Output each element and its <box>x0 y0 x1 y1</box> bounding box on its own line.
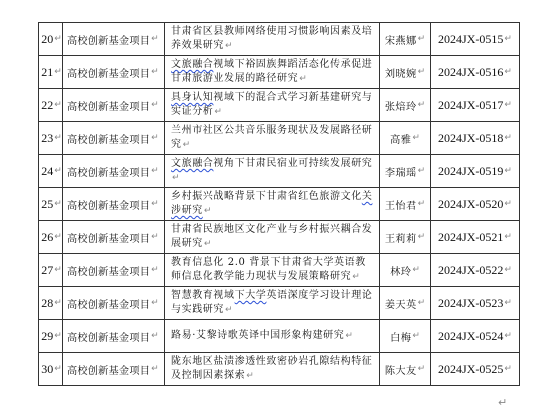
project-title-cell <box>165 23 380 56</box>
row-number-cell <box>39 56 63 89</box>
project-code-cell <box>431 122 520 155</box>
cell-end-mark: ↵ <box>504 364 512 374</box>
host-cell <box>380 188 431 221</box>
project-title-post: 甘肃省民族地区文化产业与乡村振兴耦合发展研究 <box>171 224 373 249</box>
host-cell <box>380 353 431 386</box>
host-name: 白梅 <box>390 332 412 344</box>
project-title-post: 教育信息化 2.0 背景下甘肃省大学英语教师信息化教学能力现状与发展策略研究 <box>171 257 366 282</box>
cell-end-mark: ↵ <box>54 133 62 143</box>
host-cell <box>380 56 431 89</box>
row-number-cell <box>39 221 63 254</box>
project-title-marked: 下大学 <box>234 290 267 301</box>
project-code: 2024JX-0520 <box>438 196 504 211</box>
host-name: 宋燕娜 <box>384 35 417 47</box>
cell-end-mark: ↵ <box>345 331 354 341</box>
row-number-cell <box>39 287 63 320</box>
row-number: 30 <box>41 361 54 376</box>
host-cell <box>380 89 431 122</box>
row-number: 24 <box>41 163 54 178</box>
project-type-cell <box>63 254 165 287</box>
project-title-marked: 文旅融合 <box>171 59 214 70</box>
cell-end-mark: ↵ <box>151 166 159 176</box>
project-code-cell <box>431 320 520 353</box>
cell-end-mark: ↵ <box>54 331 62 341</box>
cell-end-mark: ↵ <box>504 166 512 176</box>
project-type: 高校创新基金项目 <box>67 233 151 245</box>
project-code: 2024JX-0523 <box>438 295 504 310</box>
row-number: 29 <box>41 328 54 343</box>
cell-end-mark: ↵ <box>299 74 308 84</box>
project-type: 高校创新基金项目 <box>67 68 151 80</box>
host-cell <box>380 287 431 320</box>
row-number-cell <box>39 188 63 221</box>
cell-end-mark: ↵ <box>504 331 512 341</box>
host-name: 陈大友 <box>384 365 417 377</box>
project-code: 2024JX-0522 <box>438 262 504 277</box>
host-name: 张焙玲 <box>384 101 417 113</box>
project-title-post: 视域下裕固族舞蹈活态化传承促进甘肃旅游业发展的路径研究 <box>171 59 373 84</box>
cell-end-mark: ↵ <box>151 199 159 209</box>
project-title-cell <box>165 89 380 122</box>
cell-end-mark: ↵ <box>504 133 512 143</box>
row-number-cell <box>39 89 63 122</box>
table-row <box>39 188 520 221</box>
project-code: 2024JX-0524 <box>438 328 504 343</box>
project-title-post: 视域下的混合式学习新基建研究与实证分析 <box>171 92 373 117</box>
host-cell <box>380 254 431 287</box>
cell-end-mark: ↵ <box>225 41 234 51</box>
project-type-cell <box>63 23 165 56</box>
project-code: 2024JX-0518 <box>438 130 504 145</box>
host-name: 高雅 <box>390 134 412 146</box>
host-name: 林玲 <box>390 266 412 278</box>
cell-end-mark: ↵ <box>504 265 512 275</box>
project-code-cell <box>431 188 520 221</box>
project-type-cell <box>63 122 165 155</box>
project-code-cell <box>431 155 520 188</box>
row-number-cell <box>39 23 63 56</box>
cell-end-mark: ↵ <box>352 272 361 282</box>
cell-end-mark: ↵ <box>214 107 223 117</box>
cell-end-mark: ↵ <box>417 298 426 308</box>
row-number: 27 <box>41 262 54 277</box>
project-title <box>165 58 379 86</box>
host-name: 李瑞瑶 <box>384 167 417 179</box>
cell-end-mark: ↵ <box>54 232 62 242</box>
cell-end-mark: ↵ <box>203 206 212 216</box>
row-number: 25 <box>41 196 54 211</box>
project-title-cell <box>165 155 380 188</box>
cell-end-mark: ↵ <box>54 34 62 44</box>
project-code-cell <box>431 56 520 89</box>
host-name: 王怡君 <box>384 200 417 212</box>
row-number-cell <box>39 254 63 287</box>
project-title <box>165 124 379 152</box>
project-code-cell <box>431 353 520 386</box>
cell-end-mark: ↵ <box>417 232 426 242</box>
project-type: 高校创新基金项目 <box>67 101 151 113</box>
project-title-pre: 乡村振兴战略背景下甘肃省红色旅游文化 <box>171 191 362 202</box>
project-code-cell <box>431 23 520 56</box>
cell-end-mark: ↵ <box>412 133 420 143</box>
project-title-pre: 智慧教育视域 <box>171 290 235 301</box>
project-title-post: 视角下甘肃民宿业可持续发展研究 <box>213 158 373 169</box>
cell-end-mark: ↵ <box>54 67 62 77</box>
host-cell <box>380 122 431 155</box>
project-list-table <box>38 22 520 386</box>
cell-end-mark: ↵ <box>417 364 426 374</box>
row-number-cell <box>39 155 63 188</box>
cell-end-mark: ↵ <box>54 364 62 374</box>
table-row <box>39 155 520 188</box>
table-row <box>39 221 520 254</box>
project-title-marked: 具身认知 <box>171 92 214 103</box>
table-row <box>39 287 520 320</box>
project-code-cell <box>431 221 520 254</box>
project-type-cell <box>63 188 165 221</box>
host-name: 王莉莉 <box>384 233 417 245</box>
project-type: 高校创新基金项目 <box>67 200 151 212</box>
project-type-cell <box>63 287 165 320</box>
project-title-post: 兰州市社区公共音乐服务现状及发展路径研究 <box>171 125 373 150</box>
table-row <box>39 353 520 386</box>
project-title <box>165 329 358 343</box>
cell-end-mark: ↵ <box>504 298 512 308</box>
project-type: 高校创新基金项目 <box>67 167 151 179</box>
cell-end-mark: ↵ <box>504 199 512 209</box>
row-number-cell <box>39 122 63 155</box>
row-number: 21 <box>41 64 54 79</box>
project-title-cell <box>165 320 380 353</box>
host-name: 姜天英 <box>384 299 417 311</box>
cell-end-mark: ↵ <box>151 133 159 143</box>
cell-end-mark: ↵ <box>417 100 426 110</box>
project-title-marked: 文旅融合 <box>171 158 214 169</box>
project-title-cell <box>165 221 380 254</box>
cell-end-mark: ↵ <box>504 67 512 77</box>
row-number: 26 <box>41 229 54 244</box>
row-number-cell <box>39 353 63 386</box>
cell-end-mark: ↵ <box>151 265 159 275</box>
project-title-post: 陇东地区盐渍渗透性致密砂岩孔隙结构特征及控制因素探索 <box>171 356 373 381</box>
row-number: 28 <box>41 295 54 310</box>
project-type-cell <box>63 353 165 386</box>
cell-end-mark: ↵ <box>225 305 234 315</box>
project-title <box>165 355 379 383</box>
cell-end-mark: ↵ <box>151 232 159 242</box>
row-number: 20 <box>41 31 54 46</box>
cell-end-mark: ↵ <box>54 199 62 209</box>
table-row <box>39 89 520 122</box>
host-cell <box>380 23 431 56</box>
cell-end-mark: ↵ <box>54 298 62 308</box>
table-row <box>39 23 520 56</box>
project-title <box>165 223 379 251</box>
cell-end-mark: ↵ <box>172 173 181 183</box>
host-cell <box>380 155 431 188</box>
cell-end-mark: ↵ <box>417 67 426 77</box>
cell-end-mark: ↵ <box>417 34 426 44</box>
cell-end-mark: ↵ <box>504 232 512 242</box>
project-title-cell <box>165 188 380 221</box>
host-name: 刘晓婉 <box>384 68 417 80</box>
cell-end-mark: ↵ <box>151 100 159 110</box>
cell-end-mark: ↵ <box>151 67 159 77</box>
row-number: 22 <box>41 97 54 112</box>
cell-end-mark: ↵ <box>54 166 62 176</box>
cell-end-mark: ↵ <box>412 331 420 341</box>
row-number-cell <box>39 320 63 353</box>
row-number: 23 <box>41 130 54 145</box>
cell-end-mark: ↵ <box>412 265 420 275</box>
project-title-cell <box>165 254 380 287</box>
cell-end-mark: ↵ <box>151 34 159 44</box>
project-code-cell <box>431 254 520 287</box>
project-code: 2024JX-0515 <box>438 31 504 46</box>
project-title <box>165 289 379 317</box>
project-code-cell <box>431 287 520 320</box>
project-title <box>165 157 379 185</box>
project-title-post: 路易·艾黎诗歌英译中国形象构建研究 <box>171 330 345 341</box>
project-type: 高校创新基金项目 <box>67 134 151 146</box>
cell-end-mark: ↵ <box>54 265 62 275</box>
project-type-cell <box>63 56 165 89</box>
project-title-cell <box>165 122 380 155</box>
project-title-post: 英语深度学习设计理论与实践研究 <box>171 290 373 315</box>
table-row <box>39 56 520 89</box>
project-title <box>165 256 379 284</box>
project-code: 2024JX-0517 <box>438 97 504 112</box>
project-title-marked: 关涉研究 <box>171 191 373 216</box>
table-row <box>39 254 520 287</box>
paragraph-end-mark: ↵ <box>498 396 508 409</box>
cell-end-mark: ↵ <box>182 140 191 150</box>
project-type-cell <box>63 320 165 353</box>
cell-end-mark: ↵ <box>417 166 426 176</box>
project-type-cell <box>63 221 165 254</box>
project-type: 高校创新基金项目 <box>67 332 151 344</box>
project-type-cell <box>63 155 165 188</box>
project-type: 高校创新基金项目 <box>67 35 151 47</box>
project-title-cell <box>165 287 380 320</box>
table-row <box>39 320 520 353</box>
cell-end-mark: ↵ <box>504 100 512 110</box>
project-type: 高校创新基金项目 <box>67 299 151 311</box>
project-title-cell <box>165 353 380 386</box>
cell-end-mark: ↵ <box>151 298 159 308</box>
project-code: 2024JX-0519 <box>438 163 504 178</box>
table-body <box>39 23 520 386</box>
cell-end-mark: ↵ <box>246 371 255 381</box>
cell-end-mark: ↵ <box>151 331 159 341</box>
cell-end-mark: ↵ <box>151 364 159 374</box>
project-code: 2024JX-0521 <box>438 229 504 244</box>
cell-end-mark: ↵ <box>54 100 62 110</box>
project-type: 高校创新基金项目 <box>67 365 151 377</box>
project-title <box>165 190 379 218</box>
host-cell <box>380 221 431 254</box>
project-title-cell <box>165 56 380 89</box>
cell-end-mark: ↵ <box>417 199 426 209</box>
project-type-cell <box>63 89 165 122</box>
cell-end-mark: ↵ <box>203 239 212 249</box>
project-title <box>165 25 379 53</box>
project-type: 高校创新基金项目 <box>67 266 151 278</box>
host-cell <box>380 320 431 353</box>
cell-end-mark: ↵ <box>504 34 512 44</box>
project-title-post: 甘肃省区县教师网络使用习惯影响因素及培养效果研究 <box>171 26 373 51</box>
project-title <box>165 91 379 119</box>
project-code: 2024JX-0516 <box>438 64 504 79</box>
table-row <box>39 122 520 155</box>
project-code-cell <box>431 89 520 122</box>
project-code: 2024JX-0525 <box>438 361 504 376</box>
